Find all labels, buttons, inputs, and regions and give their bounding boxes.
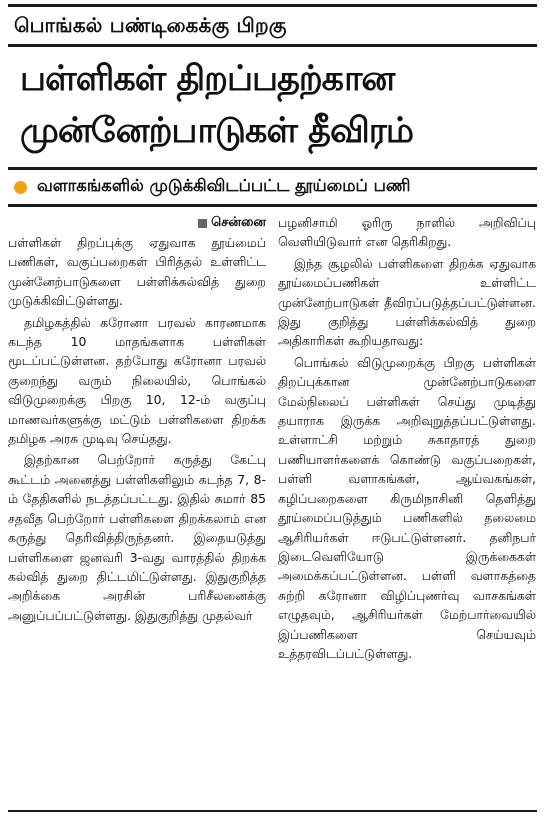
paragraph: இந்த சூழலில் பள்ளிகளை திறக்க ஏதுவாக தூய்மைப்பணிகள் உள்ளிட்ட முன்னேற்பாடுகள் தீவிரப்படுத்தப்பட்டுள்ளன. இது குறித்து பள்ளிக்கல்வித் துறை அதிகாரிகள் கூறியதாவது: bbox=[278, 255, 536, 349]
bullet-dot-icon bbox=[14, 181, 27, 194]
left-column bbox=[8, 213, 266, 665]
paragraph: பொங்கல் விடுமுறைக்கு பிறகு பள்ளிகள் திறப்புக்கான முன்னேற்பாடுகளை மேல்நிலைப் பள்ளிகள் செய்து முடித்து தயாராக இருக்க அறிவுறுத்தப்பட்டுள்ளது. உள்ளாட்சி மற்றும் சுகாதாரத் துறை பணியாளர்களைக் கொண்டு வகுப்பறைகள், பள்ளி வளாகங்கள், ஆய்வகங்கள், கழிப்பறைகளை கிருமிநாசினி தெளித்து தூய்மைப்படுத்தும் பணிகளில் தலைமை ஆசிரியர்கள் ஈடுபட்டுள்ளனர். தனிநபர் இடைவெளியோடு இருக்கைகள் அமைக்கப்பட்டுள்ளன. பள்ளி வளாகத்தை சுற்றி கரோனா விழிப்புணர்வு வாசகங்கள் எழுதவும், ஆசிரியர்கள் மேற்பார்வையில் இப்பணிகளை செய்யவும் உத்தரவிடப்பட்டுள்ளது. bbox=[278, 354, 536, 661]
right-column bbox=[278, 213, 536, 665]
headline-line-1: பள்ளிகள் திறப்பதற்கான bbox=[20, 59, 395, 99]
subheadline-text: வளாகங்களில் முடுக்கிவிடப்பட்ட தூய்மைப் பணி bbox=[37, 176, 411, 195]
bottom-rule bbox=[8, 810, 537, 812]
dateline-square-icon bbox=[198, 219, 207, 228]
subheadline bbox=[8, 167, 537, 207]
headline bbox=[20, 53, 537, 157]
dateline-text: சென்னை bbox=[211, 215, 266, 230]
paragraph: இதற்கான பெற்றோர் கருத்து கேட்பு கூட்டம் அனைத்து பள்ளிகளிலும் கடந்த 7, 8-ம் தேதிகளில் நடத்தப்பட்டது. இதில் சுமார் 85 சதவீத பெற்றோர் பள்ளிகளை திறக்கலாம் என கருத்து தெரிவித்திருந்தனர். இதையடுத்து பள்ளிகளை ஜனவரி 3-வது வாரத்தில் திறக்க கல்வித் துறை திட்டமிட்டுள்ளது. இதுகுறித்த அறிக்கை அரசின் பரிசீலனைக்கு அனுப்பப்பட்டுள்ளது. இதுகுறித்து முதல்வர் bbox=[8, 452, 266, 623]
headline-line-2: முன்னேற்பாடுகள் தீவிரம் bbox=[20, 111, 414, 151]
article-body bbox=[8, 213, 537, 665]
kicker: பொங்கல் பண்டிகைக்கு பிறகு bbox=[8, 4, 537, 47]
paragraph: பழனிசாமி ஓரிரு நாளில் அறிவிப்பு வெளியிடுவார் என தெரிகிறது. bbox=[278, 215, 536, 250]
paragraph: தமிழகத்தில் கரோனா பரவல் காரணமாக கடந்த 10 மாதங்களாக பள்ளிகள் மூடப்பட்டுள்ளன. தற்போது கரோனா பரவல் குறைந்து வரும் நிலையில், பொங்கல் விடுமுறைக்கு பிறகு 10, 12-ம் வகுப்பு மாணவர்களுக்கு மட்டும் பள்ளிகளை திறக்க தமிழக அரசு முடிவு செய்தது. bbox=[8, 314, 266, 447]
dateline bbox=[8, 213, 266, 233]
paragraph: பள்ளிகள் திறப்புக்கு ஏதுவாக தூய்மைப் பணிகள், வகுப்பறைகள் பிரித்தல் உள்ளிட்ட முன்னேற்பாடுகளை பள்ளிக்கல்வித் துறை முடுக்கிவிட்டுள்ளது. bbox=[8, 235, 266, 309]
